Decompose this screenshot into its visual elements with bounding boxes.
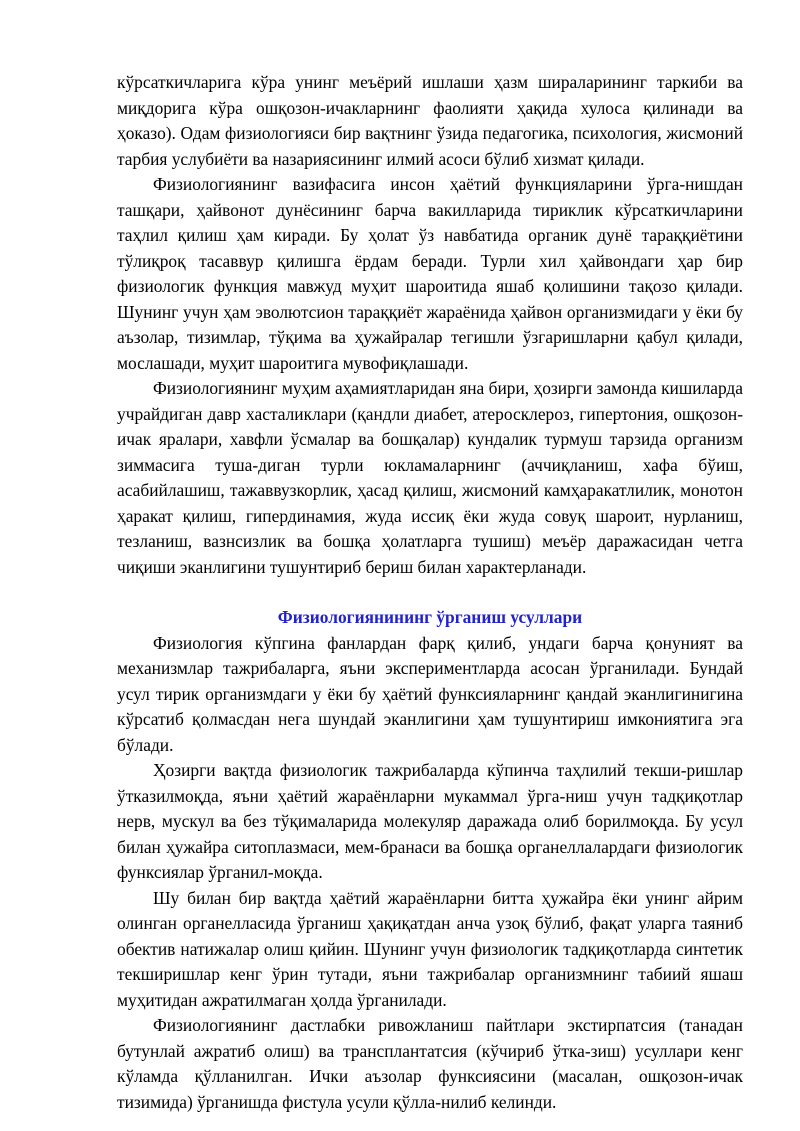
paragraph: Ҳозирги вақтда физиологик тажрибаларда кўпинча таҳлилий текши-ришлар ўтказилмоқда, яъни ҳаётий жараёнларни мукаммал ўрга-ниш учун тадқиқотлар нерв, мускул ва без тўқималарида молекуляр даражада олиб борилмоқда. Бу усул билан ҳужайра ситоплазмаси, мем-бранаси ва бошқа органеллалардаги физиологик функсиялар ўрганил-моқда. [117, 760, 743, 882]
paragraph: кўрсаткичларига кўра унинг меъёрий ишлаши ҳазм шираларининг таркиби ва миқдорига кўра ошқозон-ичакларнинг фаолияти ҳақида хулоса қилинади ва ҳоказо). Одам физиологияси бир вақтнинг ўзида педагогика, психология, жисмоний тарбия услубиёти ва назариясининг илмий асоси бўлиб хизмат қилади. [117, 72, 743, 169]
document-page [117, 70, 743, 1115]
paragraph: Физиологиянинг муҳим аҳамиятларидан яна бири, ҳозирги замонда кишиларда учрайдиган давр хасталиклари (қандли диабет, атеросклероз, гипертония, ошқозон-ичак яралари, хавфли ўсмалар ва бошқалар) кундалик турмуш тарзида организм зиммасига туша-диган турли юкламаларнинг (аччиқланиш, хафа бўиш, асабийлашиш, тажаввузкорлик, ҳасад қилиш, жисмоний камҳаракатлилик, монотон ҳаракат қилиш, гипердинамия, жуда иссиқ ёки жуда совуқ шароит, нурланиш, тезланиш, вазнсизлик ва бошқа ҳолатларга тушиш) меъёр даражасидан четга чиқиши эканлигини тушунтириб бериш билан характерланади. [117, 378, 743, 577]
paragraph: Шу билан бир вақтда ҳаётий жараёнларни битта ҳужайра ёки унинг айрим олинган органелласида ўрганиш ҳақиқатдан анча узоқ бўлиб, фақат уларга таяниб обектив натижалар олиш қийин. Шунинг учун физиологик тадқиқотларда синтетик текширишлар кенг ўрин тутади, яъни тажрибалар организмнинг табиий яшаш муҳитидан ажратилмаган ҳолда ўрганилади. [117, 887, 743, 1010]
paragraph: Физиологиянинг дастлабки ривожланиш пайтлари экстирпатсия (танадан бутунлай ажратиб олиш) ва трансплантатсия (кўчириб ўтка-зиш) усуллари кенг кўламда қўлланилган. Ички аъзолар функсиясини (масалан, ошқозон-ичак тизимида) ўрганишда фистула усули қўлла-нилиб келинди. [117, 1015, 743, 1112]
paragraph: Физиология кўпгина фанлардан фарқ қилиб, ундаги барча қонуният ва механизмлар тажрибаларга, яъни экспериментларда асосан ўрганилади. Бундай усул тирик организмдаги у ёки бу ҳаётий функсияларнинг қандай эканлигинигина кўрсатиб қолмасдан нега шундай эканлигини ҳам тушунтириш имкониятига эга бўлади. [117, 632, 743, 755]
section-title: Физиологиянининг ўрганиш усуллари [277, 607, 583, 627]
paragraph: Физиологиянинг вазифасига инсон ҳаётий функцияларини ўрга-нишдан ташқари, ҳайвонот дунёсининг барча вакилларида тириклик кўрсаткичларини таҳлил қилиш ҳам киради. Бу ҳолат ўз навбатида органик дунё тараққиётини тўлиқроқ тасаввур қилишга ёрдам беради. Турли хил ҳайвондаги ҳар бир физиологик функция мавжуд муҳит шароитида яшаб қолишини тақозо қилади. Шунинг учун ҳам эволютсион тараққиёт жараёнида ҳайвон организмидаги у ёки бу аъзолар, тизимлар, тўқима ва ҳужайралар тегишли ўзгаришларни қабул қилади, мослашади, муҳит шароитига мувофиқлашади. [117, 174, 743, 373]
